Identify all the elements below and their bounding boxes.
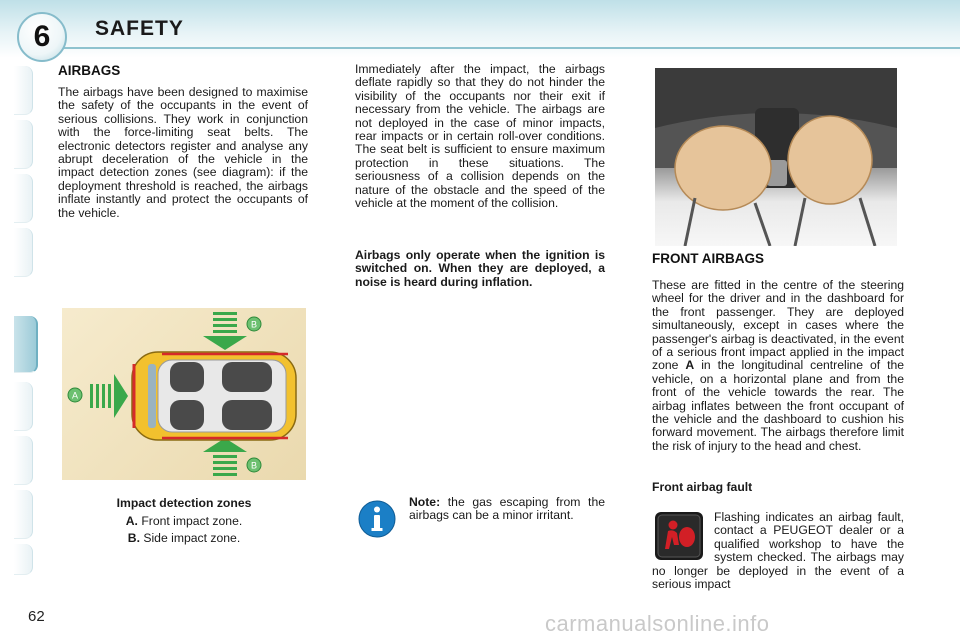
chapter-tab-8[interactable] [14, 436, 33, 485]
caption-b-text: Side impact zone. [143, 531, 241, 545]
front-impact-arrow [90, 374, 128, 418]
deployed-front-airbags-photo [655, 68, 897, 246]
note-text: the gas escaping from the airbags can be a minor irritant. [409, 495, 605, 523]
airbags-illustration [655, 68, 897, 246]
chapter-tab-3[interactable] [14, 174, 33, 223]
fault-text: Flashing indicates an airbag fault, contact a PEUGEOT dealer or a qualified workshop to have the system checked. The airbags may no longer be deployed in the event of a serious impact [652, 510, 904, 592]
chapter-tab-9[interactable] [14, 490, 33, 539]
front-airbags-text-part2: in the longitudinal centreline of the vehicle, on a horizontal plane and from the front of the vehicle towards the rear. The airbag inflates between the front occupant of the vehicle and the dashboard to cushion his forward movement. The airbags therefore limit the risk of injury to the head and chest. [652, 358, 905, 453]
fault-icon-spacer [652, 511, 714, 563]
front-airbags-text [652, 279, 904, 453]
chapter-tab-7[interactable] [14, 382, 33, 431]
info-icon [358, 500, 396, 538]
side-impact-arrow-top [203, 312, 247, 350]
front-airbags-heading: FRONT AIRBAGS [652, 251, 764, 266]
diagram-caption-title: Impact detection zones [116, 496, 252, 510]
caption-side-zone [62, 531, 306, 545]
car-top-view-illustration [62, 308, 306, 480]
airbags-intro-text: The airbags have been designed to maximise the safety of the occupants in the event of serious collisions. They work in conjunction with the force-limiting seat belts. The electronic detectors register and analyse any abrupt deceleration of the vehicle in the impact detection zones (see diagram): if the deployment threshold is reached, the airbags inflate instantly and protect the occupants of the vehicle. [58, 85, 308, 220]
chapter-tab-2[interactable] [14, 120, 33, 169]
caption-b-letter: B. [127, 531, 140, 545]
gas-note [409, 496, 605, 523]
header-rule [62, 47, 960, 49]
zone-marker-b-bottom [247, 458, 261, 472]
note-label: Note: [409, 495, 441, 509]
zone-marker-b-top [247, 317, 261, 331]
side-impact-arrow-bottom [203, 438, 247, 476]
watermark: carmanualsonline.info [545, 611, 770, 636]
chapter-number: 6 [33, 20, 51, 53]
airbags-heading: AIRBAGS [58, 63, 121, 78]
front-airbags-text-part1: These are fitted in the centre of the steering wheel for the driver and in the dashboard for the front passenger. They are deployed simultaneously, except in cases where the passenger's airbag is deactivated, in the event of a serious front impact applied in the impact zone [652, 278, 904, 373]
airbag-fault-heading: Front airbag fault [652, 480, 753, 494]
chapter-number-badge [17, 12, 67, 62]
impact-zone-letter: A [685, 358, 695, 373]
chapter-tab-1[interactable] [14, 66, 33, 115]
chapter-tab-4[interactable] [14, 228, 33, 277]
caption-a-text: Front impact zone. [141, 514, 243, 528]
caption-front-zone [62, 514, 306, 528]
chapter-tab-6-active[interactable] [14, 316, 38, 373]
impact-zones-diagram [62, 308, 306, 480]
zone-b-bottom-letter: B [250, 460, 258, 471]
caption-a-letter: A. [125, 514, 138, 528]
chapter-title: SAFETY [95, 17, 184, 40]
ignition-warning-text: Airbags only operate when the ignition is switched on. When they are deployed, a noise is heard during inflation. [355, 248, 605, 289]
chapter-tab-10[interactable] [14, 544, 33, 575]
airbag-deflation-text: Immediately after the impact, the airbags deflate rapidly so that they do not hinder the visibility of the occupants nor their exit if necessary from the vehicle. The airbags are not deployed in the case of minor impacts, rear impacts or in certain roll-over conditions. The seat belt is sufficient to ensure maximum protection in these situations. The seriousness of a collision depends on the nature of the obstacle and the speed of the vehicle at the moment of the collision. [355, 62, 605, 211]
zone-marker-a [68, 388, 82, 402]
page-number: 62 [28, 608, 45, 625]
airbag-fault-text [652, 511, 904, 591]
zone-b-top-letter: B [250, 319, 258, 330]
car-body [132, 352, 296, 440]
zone-a-letter: A [71, 390, 79, 401]
